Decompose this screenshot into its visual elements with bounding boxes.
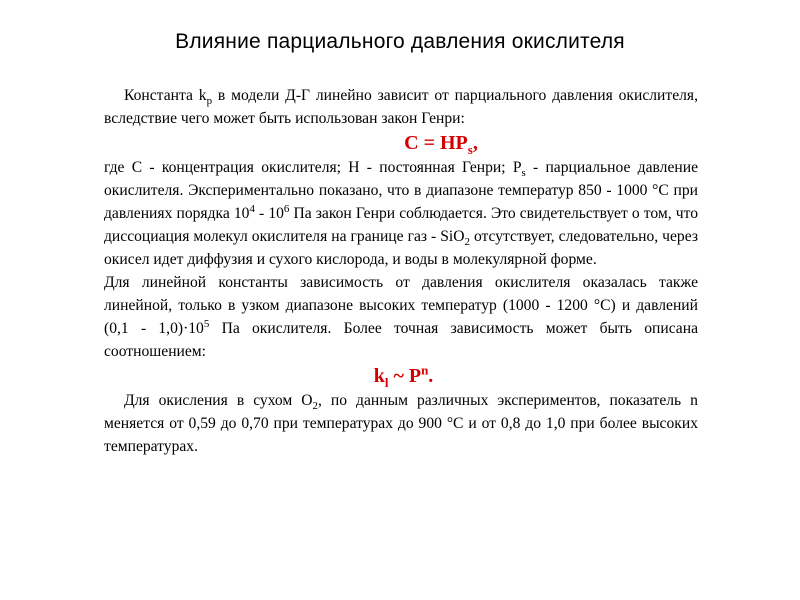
paragraph-dry-oxidation bbox=[104, 389, 698, 458]
text-segment: отсутствует, следовательно, через окисел идет диффузия и сухого кислорода, и воды в молекулярной форме. bbox=[104, 228, 698, 268]
text-segment: Константа k bbox=[124, 87, 207, 104]
subscript: 2 bbox=[464, 236, 470, 249]
slide-title: Влияние парциального давления окислителя bbox=[175, 30, 625, 53]
text-segment: Для окисления в сухом O bbox=[124, 392, 313, 409]
paragraph-henry-law-explanation bbox=[104, 156, 698, 271]
paragraph-linear-constant bbox=[104, 271, 698, 363]
superscript: 5 bbox=[203, 317, 210, 330]
formula-superscript: n bbox=[421, 362, 429, 378]
text-segment: Для линейной константы зависимость от давления окислителя оказалась также линейной, только в узком диапазоне высоких температур (1000 - 1200 °C) и давлений (0,1 - 1,0)·10 bbox=[104, 274, 698, 337]
superscript: 6 bbox=[283, 202, 290, 215]
formula-subscript: s bbox=[467, 142, 473, 157]
text-segment: - парциальное давление окислителя. Экспериментально показано, что в диапазоне температур 850 - 1000 °C при давлениях порядка 10 bbox=[104, 159, 698, 222]
subscript: 2 bbox=[312, 400, 318, 413]
formula-mid: ~ P bbox=[388, 365, 422, 387]
formula-tail: , bbox=[472, 132, 478, 154]
formula-tail: . bbox=[428, 365, 434, 387]
text-segment: Па закон Генри соблюдается. Это свидетельствует о том, что диссоциация молекул окислителя на границе газ - SiO bbox=[104, 205, 698, 245]
text-segment: в модели Д-Г линейно зависит от парциального давления окислителя, вследствие чего может быть использован закон Генри: bbox=[104, 87, 698, 127]
text-segment: , по данным различных экспериментов, показатель n меняется от 0,59 до 0,70 при температурах до 900 °C и от 0,8 до 1,0 при более высоких температурах. bbox=[104, 392, 698, 455]
paragraph-henry-law-intro bbox=[104, 84, 698, 130]
text-segment: - 10 bbox=[254, 205, 284, 222]
subscript: p bbox=[206, 95, 213, 108]
formula-subscript: l bbox=[384, 375, 389, 390]
text-segment: Па окислителя. Более точная зависимость может быть описана соотношением: bbox=[104, 320, 698, 360]
text-segment: где С - концентрация окислителя; H - постоянная Генри; P bbox=[104, 159, 522, 176]
superscript: 4 bbox=[249, 202, 255, 215]
slide-body bbox=[104, 84, 698, 458]
subscript: s bbox=[521, 167, 526, 180]
formula-pressure-dependence bbox=[104, 363, 698, 389]
formula-main: C = HP bbox=[404, 132, 468, 154]
formula-k: k bbox=[373, 365, 385, 387]
formula-henry-law bbox=[104, 130, 698, 156]
